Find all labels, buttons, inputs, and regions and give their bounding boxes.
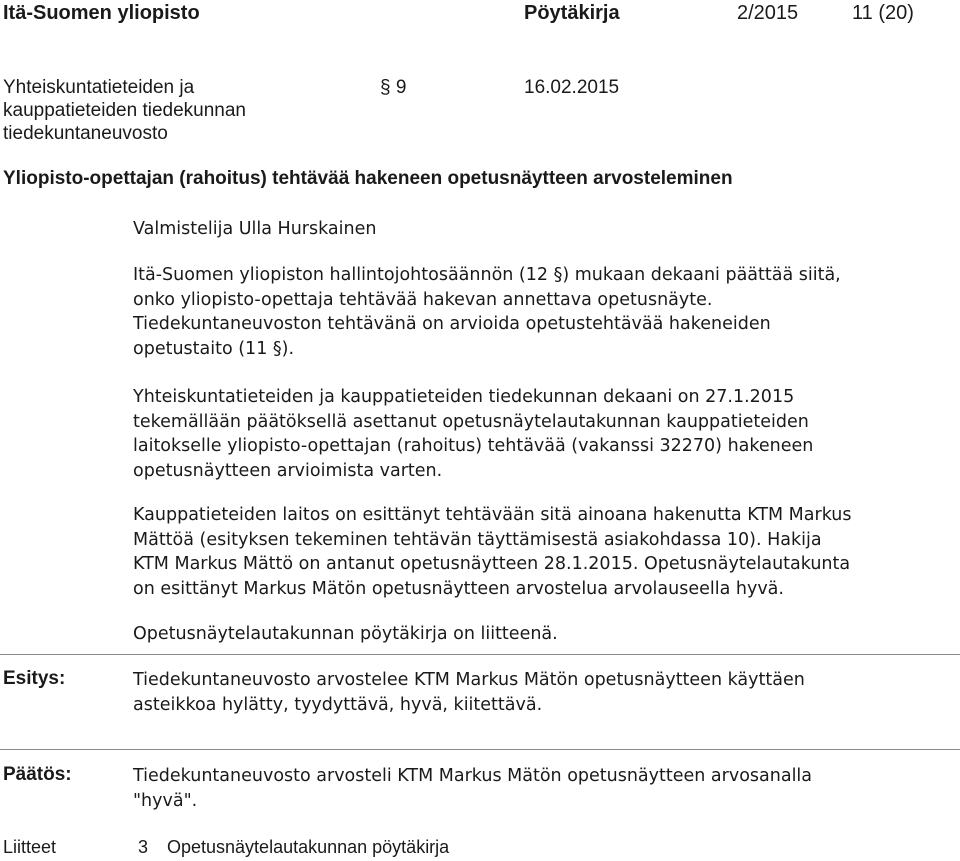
department-line: tiedekuntaneuvosto (3, 123, 168, 144)
section-number: § 9 (380, 77, 407, 98)
paragraph-line: tekemällään päätöksellä asettanut opetusnäytelautakunnan kauppatieteiden (133, 411, 809, 432)
paragraph-line: Itä-Suomen yliopiston hallintojohtosäännön (12 §) mukaan dekaani päättää siitä, (133, 265, 841, 285)
page-number: 11 (20) (852, 2, 914, 24)
paragraph-line: Opetusnäytelautakunnan pöytäkirja on liitteenä. (133, 624, 558, 644)
proposal-line: Tiedekuntaneuvosto arvostelee KTM Markus Mätön opetusnäytteen käyttäen (133, 670, 805, 690)
decision-line: Tiedekuntaneuvosto arvosteli KTM Markus Mätön opetusnäytteen arvosanalla (133, 766, 813, 786)
meeting-date: 16.02.2015 (524, 77, 620, 98)
paragraph-line: on esittänyt Markus Mätön opetusnäytteen arvostelua arvolauseella hyvä. (133, 578, 784, 599)
paragraph (133, 263, 958, 361)
divider (0, 654, 960, 655)
preparer: Valmistelija Ulla Hurskainen (133, 219, 377, 239)
divider (0, 749, 960, 750)
paragraph-line: Yhteiskuntatieteiden ja kauppatieteiden tiedekunnan dekaani on 27.1.2015 (133, 387, 795, 407)
paragraph-line: KTM Markus Mättö on antanut opetusnäytteen 28.1.2015. Opetusnäytelautakunta (133, 554, 851, 574)
document-number: 2/2015 (737, 2, 799, 24)
university-name: Itä-Suomen yliopisto (3, 2, 200, 24)
paragraph (133, 503, 958, 601)
proposal-text (133, 668, 958, 717)
attachment-number: 3 (138, 837, 149, 857)
paragraph-line: Kauppatieteiden laitos on esittänyt tehtävään sitä ainoana hakenutta KTM Markus (133, 505, 852, 525)
paragraph-line: Mättöä (esityksen tekeminen tehtävän täyttämisestä asiakohdassa 10). Hakija (133, 529, 822, 550)
paragraph-line: opetustaito (11 §). (133, 338, 295, 359)
paragraph (133, 622, 958, 647)
paragraph-line: laitokselle yliopisto-opettajan (rahoitus) tehtävää (vakanssi 32270) hakeneen (133, 436, 814, 456)
paragraph (133, 385, 958, 483)
paragraph-line: Tiedekuntaneuvoston tehtävänä on arvioida opetustehtävää hakeneiden (133, 314, 771, 334)
decision-text (133, 764, 958, 813)
paragraph-line: opetusnäytteen arvioimista varten. (133, 460, 443, 481)
attachments-label: Liitteet (3, 837, 57, 857)
decision-line: "hyvä". (133, 790, 198, 811)
department-line: Yhteiskuntatieteiden ja (3, 77, 195, 98)
item-title: Yliopisto-opettajan (rahoitus) tehtävää hakeneen opetusnäytteen arvosteleminen (3, 168, 733, 189)
proposal-line: asteikkoa hylätty, tyydyttävä, hyvä, kiitettävä. (133, 694, 543, 715)
document-type: Pöytäkirja (524, 2, 620, 24)
paragraph-line: onko yliopisto-opettaja tehtävää hakevan annettava opetusnäyte. (133, 289, 713, 310)
attachment-title: Opetusnäytelautakunnan pöytäkirja (167, 837, 450, 857)
department-line: kauppatieteiden tiedekunnan (3, 100, 246, 121)
proposal-label: Esitys: (3, 668, 66, 689)
department (3, 76, 323, 145)
decision-label: Päätös: (3, 764, 72, 785)
